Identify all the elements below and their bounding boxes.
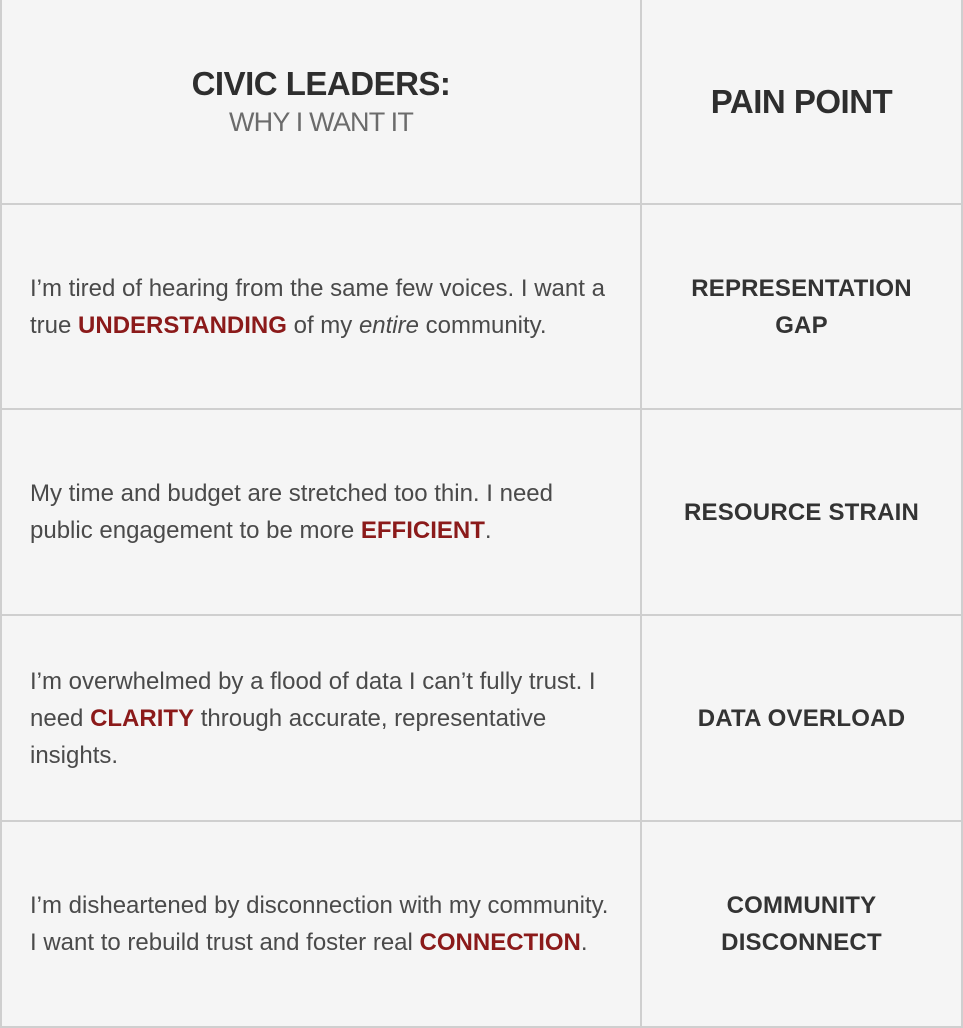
pain-point-label: REPRESENTATION GAP xyxy=(691,274,912,339)
column-subtitle: WHY I WANT IT xyxy=(228,106,414,137)
highlight-keyword: UNDERSTANDING xyxy=(78,311,287,339)
quote-segment: . xyxy=(580,929,588,956)
pain-point-label: RESOURCE STRAIN xyxy=(683,498,920,526)
highlight-keyword: CONNECTION xyxy=(419,929,581,956)
quote-segment: My time and budget are stretched too thin. I need public engagement to be more xyxy=(30,480,553,544)
table-header-left xyxy=(2,0,642,205)
table-row-quote xyxy=(2,616,642,822)
table-header-right xyxy=(642,0,961,205)
quote-segment: I’m overwhelmed by a flood of data I can’t fully trust. I need xyxy=(30,667,596,732)
quote-segment: community. xyxy=(418,311,547,339)
table-row-quote xyxy=(2,822,642,1028)
quote-text xyxy=(30,475,612,549)
pain-point-column-title: PAIN POINT xyxy=(710,82,893,120)
quote-segment: . xyxy=(484,517,492,544)
table-row-quote xyxy=(2,410,642,616)
pain-point-label: COMMUNITY DISCONNECT xyxy=(721,892,882,956)
highlight-keyword: CLARITY xyxy=(90,704,195,732)
column-title: CIVIC LEADERS: xyxy=(191,65,451,103)
quote-segment: of my xyxy=(286,311,359,339)
table-row-pain-point xyxy=(642,205,961,410)
quote-segment: I’m tired of hearing from the same few voices. I want a true xyxy=(30,274,605,339)
pain-point-label: DATA OVERLOAD xyxy=(697,704,906,732)
quote-text xyxy=(30,270,612,344)
quote-text xyxy=(30,663,612,774)
highlight-keyword: EFFICIENT xyxy=(360,517,485,544)
quote-text xyxy=(30,887,612,961)
quote-segment: I’m disheartened by disconnection with my community. I want to rebuild trust and foster real xyxy=(30,892,609,956)
table-row-pain-point xyxy=(642,616,961,822)
table-row-pain-point xyxy=(642,410,961,616)
emphasis-word: entire xyxy=(358,311,419,339)
table-row-pain-point xyxy=(642,822,961,1028)
quote-segment: through accurate, representative insights. xyxy=(30,704,547,769)
table-row-quote xyxy=(2,205,642,410)
